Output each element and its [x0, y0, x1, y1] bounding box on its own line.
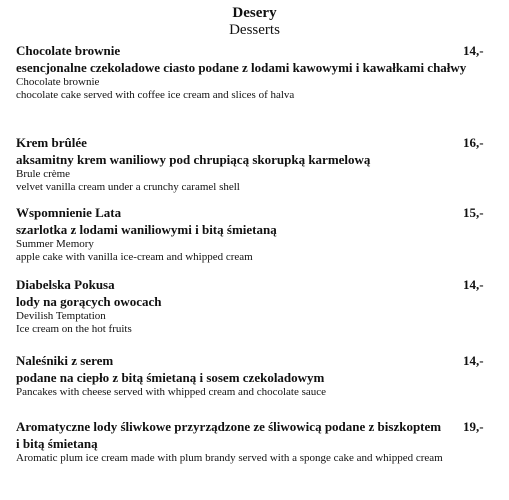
item-name-en: Brule crème — [16, 168, 71, 180]
page-subtitle: Desserts — [229, 22, 280, 38]
item-description-en: Ice cream on the hot fruits — [16, 323, 132, 335]
menu-item-diabelska-pokusa — [16, 276, 496, 336]
item-description-en: Pancakes with cheese served with whipped cream and chocolate sauce — [16, 386, 327, 398]
item-name-en: Chocolate brownie — [16, 76, 100, 88]
item-price: 19,- — [463, 419, 484, 434]
item-price: 14,- — [463, 277, 484, 292]
item-name: Krem brûlée — [16, 135, 87, 150]
menu-item-aromatyczne-lody — [16, 418, 496, 465]
menu-item-chocolate-brownie — [16, 42, 496, 102]
menu-item-nalesniki-z-serem — [16, 352, 496, 399]
item-description-en: apple cake with vanilla ice-cream and whipped cream — [16, 251, 253, 263]
item-name: Chocolate brownie — [16, 43, 121, 58]
item-name: Diabelska Pokusa — [16, 277, 115, 292]
item-price: 14,- — [463, 353, 484, 368]
item-name-en: Summer Memory — [16, 238, 94, 250]
item-description-en: velvet vanilla cream under a crunchy caramel shell — [16, 181, 240, 193]
menu-header — [0, 4, 509, 39]
item-description-en: chocolate cake served with coffee ice cream and slices of halva — [16, 89, 295, 101]
item-description-pl: aksamitny krem waniliowy pod chrupiącą skorupką karmelową — [16, 152, 371, 167]
item-name: Wspomnienie Lata — [16, 205, 122, 220]
page-title: Desery — [232, 5, 277, 21]
item-description-pl: esencjonalne czekoladowe ciasto podane z lodami kawowymi i kawałkami chałwy — [16, 60, 467, 75]
item-price: 14,- — [463, 43, 484, 58]
item-description-pl: lody na gorących owocach — [16, 294, 162, 309]
item-description-en: Aromatic plum ice cream made with plum brandy served with a sponge cake and whipped cream — [16, 452, 443, 464]
item-description-pl: szarlotka z lodami waniliowymi i bitą śmietaną — [16, 222, 277, 237]
menu-item-krem-brulee — [16, 134, 496, 194]
item-price: 15,- — [463, 205, 484, 220]
item-name-en: Devilish Temptation — [16, 310, 106, 322]
menu-item-wspomnienie-lata — [16, 204, 496, 264]
item-price: 16,- — [463, 135, 484, 150]
item-name: Naleśniki z serem — [16, 353, 114, 368]
item-description-pl: podane na ciepło z bitą śmietaną i sosem czekoladowym — [16, 370, 325, 385]
item-name: Aromatyczne lody śliwkowe przyrządzone ze śliwowicą podane z biszkoptem i bitą śmietaną — [16, 419, 442, 451]
